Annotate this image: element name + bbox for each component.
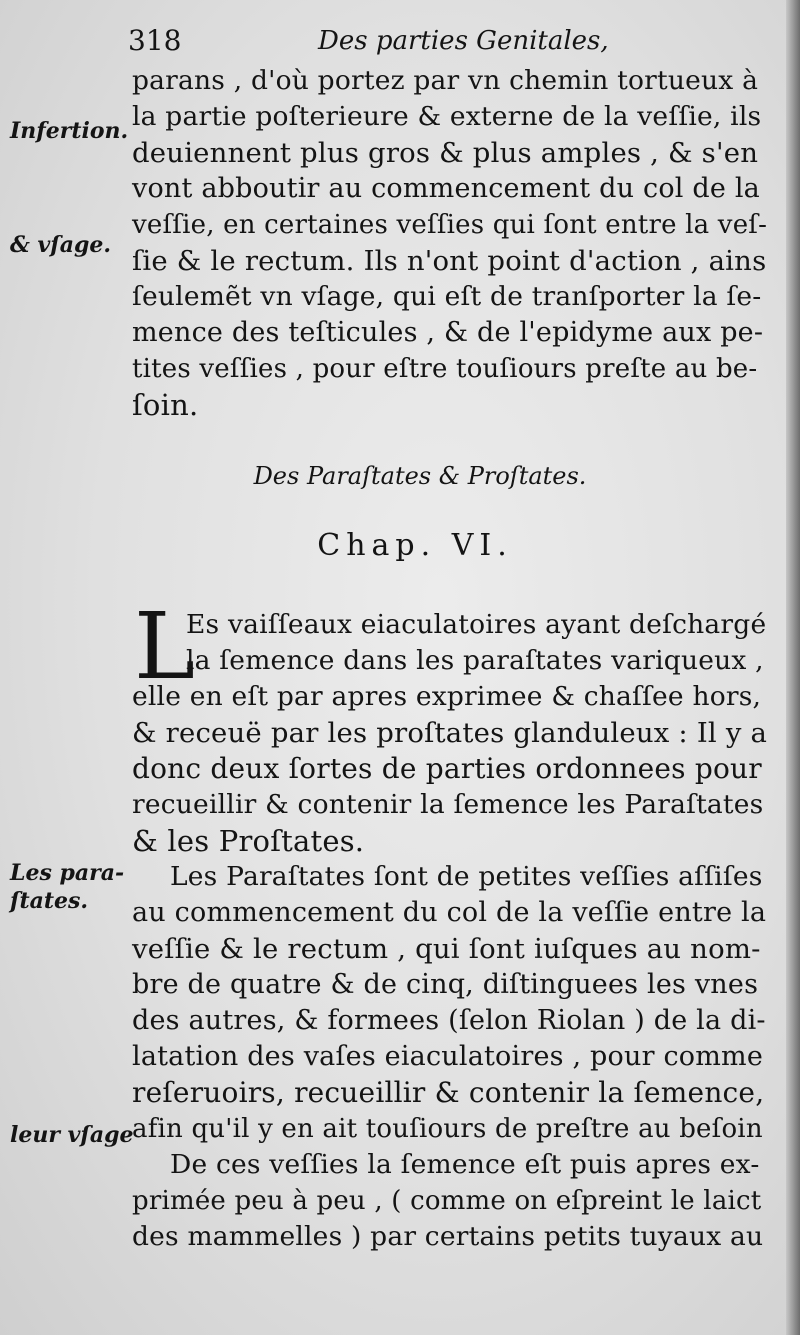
text-line: reſeruoirs, recueillir & contenir la ſemence,	[132, 1076, 765, 1109]
text-line: la ſemence dans les paraſtates variqueux ,	[186, 645, 764, 676]
section-subtitle: Des Paraſtates & Proſtates.	[253, 462, 587, 490]
page-number: 318	[128, 24, 182, 57]
margin-note-insertion: Infertion.	[10, 118, 129, 144]
margin-note-usage: & vſage.	[10, 232, 112, 258]
text-line: afin qu'il y en ait touſiours de preſtre au beſoin	[132, 1114, 763, 1144]
text-line: veſſie & le rectum , qui ſont iuſques au nom-	[132, 933, 761, 965]
text-line: recueillir & contenir la ſemence les Paraſtates	[132, 789, 764, 820]
text-line: la partie poſterieure & externe de la veſſie, ils	[132, 101, 762, 132]
text-line: ſoin.	[132, 388, 199, 422]
text-line: Les Paraſtates ſont de petites veſſies aſſiſes	[170, 861, 763, 892]
text-line: ſie & le rectum. Ils n'ont point d'action , ains	[132, 245, 767, 277]
text-line: vont abboutir au commencement du col de la	[132, 173, 760, 204]
text-line: elle en eſt par apres exprimee & chaſſee hors,	[132, 681, 762, 712]
running-title: Des parties Genitales,	[318, 26, 609, 56]
text-line: primée peu à peu , ( comme on eſpreint le laict	[132, 1186, 762, 1216]
text-line: veſſie, en certaines veſſies qui ſont entre la veſ-	[132, 210, 768, 240]
text-line: au commencement du col de la veſſie entre la	[132, 897, 767, 928]
text-line: tites veſſies , pour eſtre touſiours preſte au be-	[132, 354, 758, 384]
text-line: des mammelles ) par certains petits tuyaux au	[132, 1221, 764, 1252]
text-line: parans , d'où portez par vn chemin tortueux à	[132, 65, 759, 96]
text-line: deuiennent plus gros & plus amples , & s'en	[132, 137, 759, 169]
text-line: & les Proſtates.	[132, 824, 365, 858]
margin-note-their-usage: leur vſage	[10, 1122, 134, 1148]
text-line: De ces veſſies la ſemence eſt puis apres ex-	[170, 1149, 760, 1180]
drop-cap: L	[134, 593, 196, 700]
text-line: & receuë par les proſtates glanduleux : Il y a	[132, 717, 768, 749]
text-line: bre de quatre & de cinq, diſtinguees les vnes	[132, 969, 759, 1000]
text-line: mence des teſticules , & de l'epidyme aux pe-	[132, 317, 764, 348]
text-line: des autres, & formees (ſelon Riolan ) de la di-	[132, 1005, 766, 1036]
margin-note-parastates-2: ſtates.	[10, 888, 89, 914]
page-header	[128, 24, 768, 60]
text-line: donc deux ſortes de parties ordonnees pour	[132, 752, 762, 785]
text-line: latation des vaſes eiaculatoires , pour comme	[132, 1041, 764, 1072]
text-line: ſeulemẽt vn vſage, qui eſt de tranſporter la ſe-	[132, 281, 762, 312]
page-gutter-shadow	[786, 0, 800, 1335]
text-line: Es vaiſſeaux eiaculatoires ayant deſchargé	[186, 609, 767, 640]
chapter-heading: Chap. VI.	[317, 528, 513, 563]
margin-note-parastates-1: Les para-	[10, 860, 125, 886]
